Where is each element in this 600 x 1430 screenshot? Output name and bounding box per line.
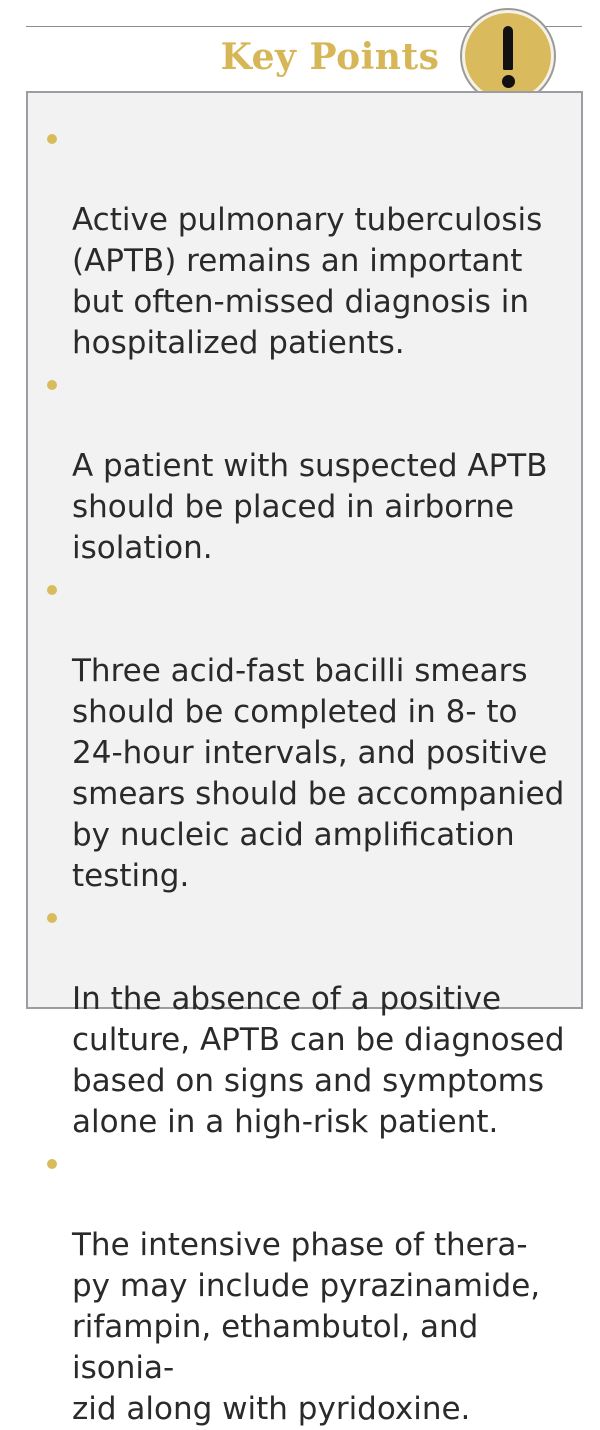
point-text: The intensive phase of thera- py may include pyrazinamide, rifampin, ethambutol, and isonia- zid along with pyridoxine. [72, 1227, 541, 1427]
point-text: In the absence of a positive culture, APTB can be diagnosed based on signs and symptoms alone in a high-risk patient. [72, 981, 565, 1140]
list-item [28, 897, 581, 1143]
list-item [28, 364, 581, 569]
bullet-icon [47, 1159, 57, 1169]
point-text: A patient with suspected APTB should be placed in airborne isolation. [72, 448, 548, 566]
point-text: Three acid-fast bacilli smears should be completed in 8- to 24-hour intervals, and positive smears should be accompanied by nucleic acid amplification testing. [72, 653, 565, 894]
list-item [28, 1143, 581, 1430]
bullet-icon [47, 585, 57, 595]
exclamation-icon [503, 26, 513, 70]
key-points-list [28, 118, 581, 1430]
list-item [28, 118, 581, 364]
key-points-panel [26, 91, 583, 1427]
bullet-icon [47, 380, 57, 390]
bullet-icon [47, 134, 57, 144]
bullet-icon [47, 913, 57, 923]
point-text: Active pulmonary tuberculosis (APTB) remains an important but often-missed diagnosis in hospitalized patients. [72, 202, 543, 361]
exclamation-dot [502, 75, 515, 88]
page-title: Key Points [220, 36, 440, 78]
list-item [28, 569, 581, 897]
alert-badge [462, 10, 554, 102]
